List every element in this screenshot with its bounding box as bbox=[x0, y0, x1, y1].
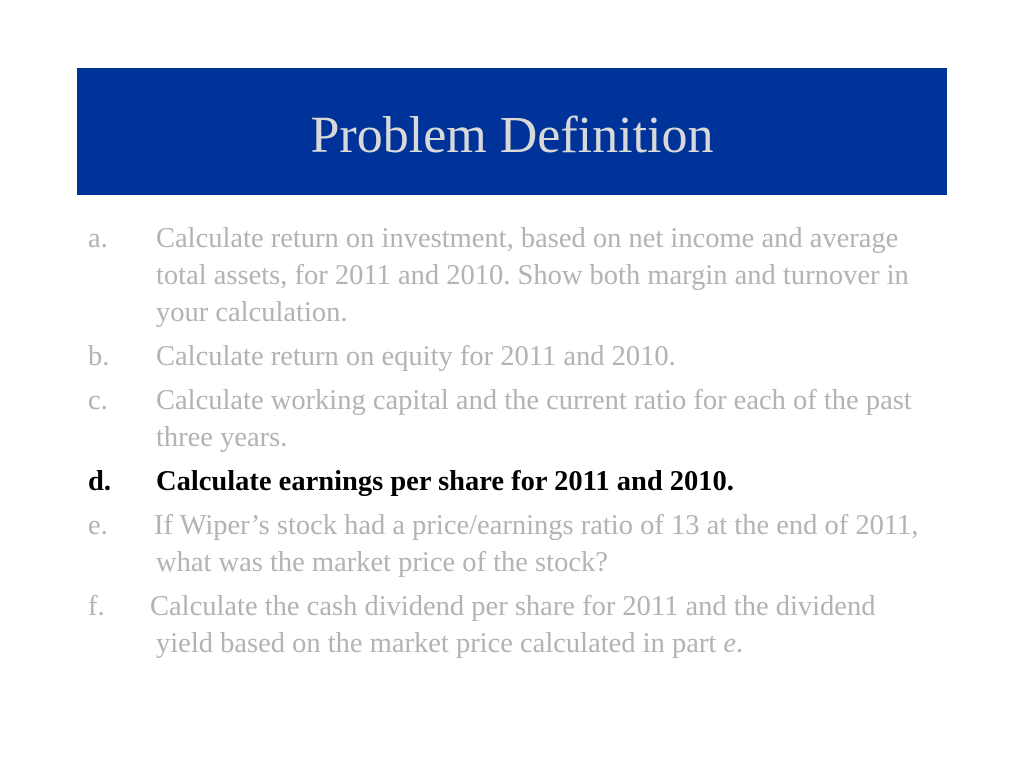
item-text: Calculate return on investment, based on net income and average total assets, for 2011 and 2010. Show both margin and turnover in your calculation. bbox=[156, 223, 909, 328]
list-item-e bbox=[88, 507, 938, 581]
item-text bbox=[150, 591, 875, 659]
item-marker: a. bbox=[88, 223, 108, 254]
item-text: Calculate return on equity for 2011 and 2010. bbox=[156, 341, 676, 372]
list-item-c bbox=[88, 382, 938, 456]
item-text: If Wiper’s stock had a price/earnings ratio of 13 at the end of 2011, what was the market price of the stock? bbox=[154, 510, 919, 578]
item-text: Calculate working capital and the current ratio for each of the past three years. bbox=[156, 385, 912, 453]
item-marker: e. bbox=[88, 510, 108, 541]
slide-title: Problem Definition bbox=[310, 107, 714, 164]
item-text-emphasis: e bbox=[723, 628, 737, 659]
item-text: Calculate earnings per share for 2011 and 2010. bbox=[156, 466, 734, 497]
list-item-f bbox=[88, 588, 938, 662]
item-marker: b. bbox=[88, 341, 110, 372]
list-item-b bbox=[88, 338, 938, 375]
item-marker: f. bbox=[88, 591, 105, 622]
problem-list bbox=[88, 220, 938, 669]
item-marker: c. bbox=[88, 385, 108, 416]
list-item-d-highlighted bbox=[88, 463, 938, 500]
item-marker: d. bbox=[88, 466, 111, 497]
list-item-a bbox=[88, 220, 938, 331]
item-text-end: . bbox=[736, 628, 744, 659]
item-text-main: Calculate the cash dividend per share for 2011 and the dividend yield based on the market price calculated in part bbox=[150, 591, 876, 659]
